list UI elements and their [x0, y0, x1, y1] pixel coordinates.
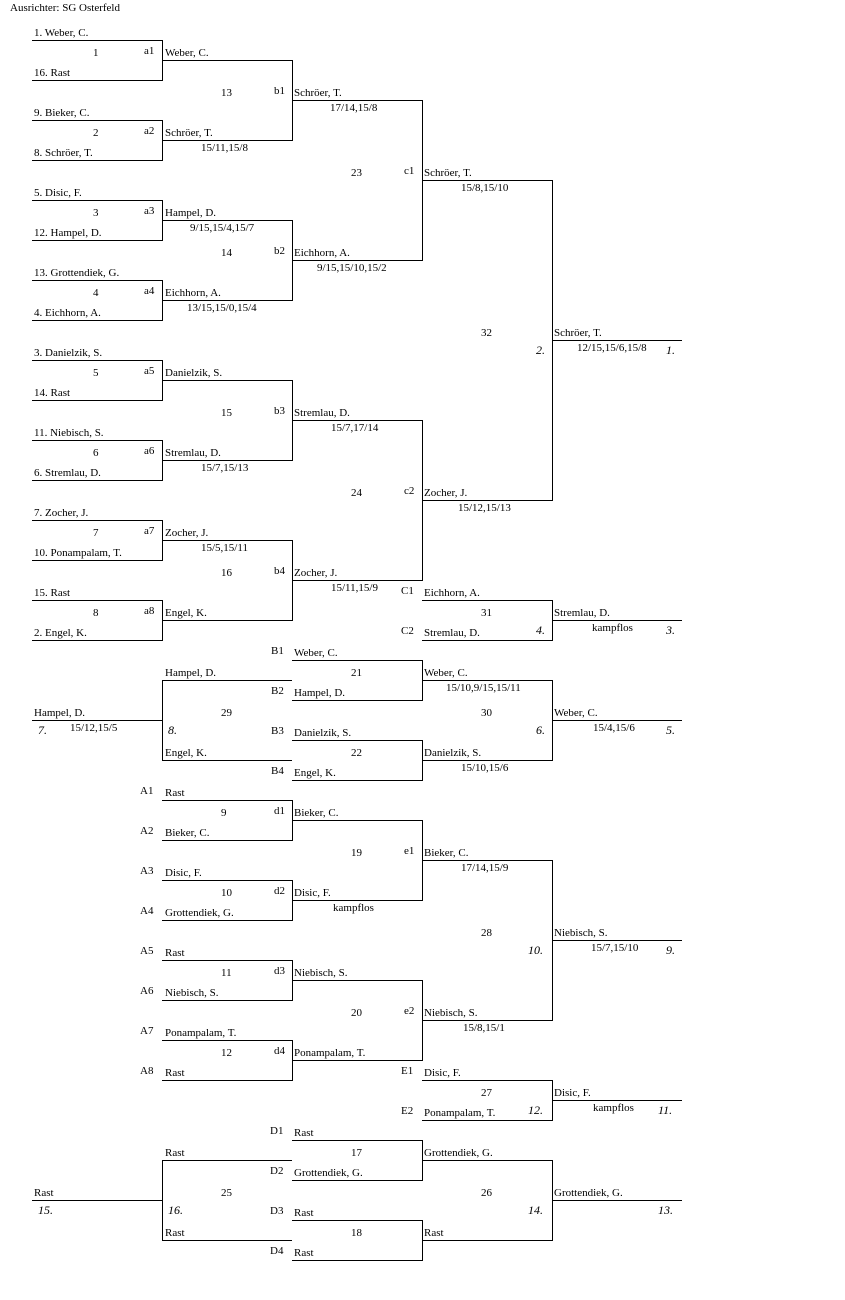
- bracket-connector: [552, 860, 553, 1021]
- bracket-label: c1: [404, 165, 415, 177]
- bracket-label: b3: [274, 405, 285, 417]
- bracket-label: Grottendiek, G.: [294, 1167, 363, 1179]
- bracket-connector: [422, 820, 423, 901]
- bracket-label: A7: [140, 1025, 154, 1037]
- bracket-line: [162, 460, 292, 461]
- bracket-label: 19: [351, 847, 362, 859]
- bracket-label: 12. Hampel, D.: [34, 227, 102, 239]
- bracket-label: 12: [221, 1047, 232, 1059]
- bracket-label: 9/15,15/4,15/7: [190, 222, 255, 234]
- bracket-label: Schröer, T.: [294, 87, 342, 99]
- bracket-label: 1. Weber, C.: [34, 27, 89, 39]
- bracket-label: 16: [221, 567, 232, 579]
- bracket-line: [552, 720, 682, 721]
- bracket-label: Bieker, C.: [165, 827, 210, 839]
- bracket-label: Weber, C.: [294, 647, 338, 659]
- bracket-label: 17/14,15/9: [461, 862, 509, 874]
- bracket-line: [422, 500, 552, 501]
- bracket-label: 15/10,9/15,15/11: [446, 682, 521, 694]
- bracket-label: Eichhorn, A.: [165, 287, 221, 299]
- bracket-connector: [422, 420, 423, 581]
- bracket-label: 18: [351, 1227, 362, 1239]
- bracket-line: [552, 940, 682, 941]
- bracket-label: d2: [274, 885, 285, 897]
- organizer-title: Ausrichter: SG Osterfeld: [10, 2, 120, 14]
- bracket-label: Engel, K.: [294, 767, 336, 779]
- bracket-label: B2: [271, 685, 284, 697]
- bracket-line: [422, 1080, 552, 1081]
- bracket-label: a4: [144, 285, 155, 297]
- bracket-label: a6: [144, 445, 155, 457]
- bracket-label: 28: [481, 927, 492, 939]
- bracket-connector: [552, 600, 553, 641]
- bracket-line: [162, 960, 292, 961]
- bracket-label: 11: [221, 967, 232, 979]
- bracket-line: [32, 40, 162, 41]
- bracket-line: [422, 1160, 552, 1161]
- bracket-connector: [292, 380, 293, 461]
- bracket-label: D3: [270, 1205, 284, 1217]
- bracket-label: 22: [351, 747, 362, 759]
- bracket-line: [292, 100, 422, 101]
- bracket-line: [32, 80, 162, 81]
- bracket-label: 20: [351, 1007, 362, 1019]
- bracket-label: a2: [144, 125, 155, 137]
- bracket-label: 15/11,15/9: [331, 582, 378, 594]
- placement-label: 14.: [528, 1203, 543, 1217]
- bracket-label: Zocher, J.: [165, 527, 209, 539]
- bracket-label: 9/15,15/10,15/2: [317, 262, 387, 274]
- bracket-connector: [422, 660, 423, 701]
- bracket-label: B1: [271, 645, 284, 657]
- bracket-label: 15/7,17/14: [331, 422, 379, 434]
- bracket-line: [422, 680, 552, 681]
- bracket-label: 2: [93, 127, 99, 139]
- bracket-label: Schröer, T.: [165, 127, 213, 139]
- bracket-label: 32: [481, 327, 492, 339]
- bracket-label: d3: [274, 965, 285, 977]
- bracket-connector: [162, 440, 163, 481]
- bracket-label: kampflos: [592, 622, 633, 634]
- bracket-label: 3. Danielzik, S.: [34, 347, 103, 359]
- bracket-line: [162, 1160, 292, 1161]
- bracket-line: [552, 1200, 682, 1201]
- bracket-connector: [552, 1080, 553, 1121]
- bracket-label: Stremlau, D.: [165, 447, 221, 459]
- bracket-label: a5: [144, 365, 155, 377]
- bracket-label: 17: [351, 1147, 362, 1159]
- bracket-connector: [292, 1040, 293, 1081]
- bracket-line: [162, 760, 292, 761]
- bracket-line: [552, 620, 682, 621]
- bracket-line: [422, 860, 552, 861]
- bracket-label: d1: [274, 805, 285, 817]
- bracket-label: Hampel, D.: [165, 207, 217, 219]
- bracket-connector: [162, 40, 163, 81]
- bracket-label: A5: [140, 945, 154, 957]
- bracket-label: 23: [351, 167, 362, 179]
- bracket-line: [292, 820, 422, 821]
- bracket-label: e2: [404, 1005, 415, 1017]
- bracket-line: [292, 420, 422, 421]
- bracket-label: 15/11,15/8: [201, 142, 248, 154]
- bracket-line: [162, 140, 292, 141]
- bracket-line: [162, 300, 292, 301]
- bracket-label: a3: [144, 205, 155, 217]
- placement-label: 6.: [536, 723, 545, 737]
- bracket-line: [422, 600, 552, 601]
- bracket-line: [422, 640, 552, 641]
- bracket-connector: [162, 520, 163, 561]
- bracket-connector: [552, 1160, 553, 1241]
- bracket-label: d4: [274, 1045, 285, 1057]
- placement-label: 16.: [168, 1203, 183, 1217]
- bracket-label: 8: [93, 607, 99, 619]
- bracket-label: Weber, C.: [165, 47, 209, 59]
- bracket-label: Eichhorn, A.: [424, 587, 480, 599]
- bracket-label: Zocher, J.: [424, 487, 468, 499]
- bracket-label: 8. Schröer, T.: [34, 147, 93, 159]
- bracket-line: [162, 1000, 292, 1001]
- bracket-line: [422, 760, 552, 761]
- bracket-label: Weber, C.: [424, 667, 468, 679]
- bracket-connector: [292, 220, 293, 301]
- bracket-label: 15. Rast: [34, 587, 71, 599]
- bracket-label: 7: [93, 527, 99, 539]
- bracket-label: 31: [481, 607, 492, 619]
- bracket-label: A6: [140, 985, 154, 997]
- bracket-label: 26: [481, 1187, 492, 1199]
- placement-label: 1.: [666, 343, 675, 357]
- bracket-label: 15/5,15/11: [201, 542, 248, 554]
- bracket-connector: [162, 120, 163, 161]
- bracket-line: [162, 880, 292, 881]
- bracket-label: A1: [140, 785, 154, 797]
- bracket-line: [162, 680, 292, 681]
- bracket-label: a8: [144, 605, 155, 617]
- bracket-line: [32, 600, 162, 601]
- bracket-label: Danielzik, S.: [424, 747, 482, 759]
- bracket-label: c2: [404, 485, 415, 497]
- bracket-label: A4: [140, 905, 154, 917]
- placement-label: 9.: [666, 943, 675, 957]
- placement-label: 7.: [38, 723, 47, 737]
- bracket-label: b2: [274, 245, 285, 257]
- bracket-connector: [552, 680, 553, 761]
- bracket-line: [162, 1240, 292, 1241]
- bracket-line: [32, 520, 162, 521]
- bracket-label: E2: [401, 1105, 414, 1117]
- bracket-label: A8: [140, 1065, 154, 1077]
- bracket-line: [292, 580, 422, 581]
- bracket-label: Rast: [165, 1227, 185, 1239]
- placement-label: 3.: [666, 623, 675, 637]
- bracket-connector: [422, 740, 423, 781]
- bracket-label: Danielzik, S.: [165, 367, 223, 379]
- bracket-label: 10: [221, 887, 232, 899]
- placement-label: 11.: [658, 1103, 673, 1117]
- placement-label: 2.: [536, 343, 545, 357]
- bracket-line: [422, 1120, 552, 1121]
- bracket-label: 10. Ponampalam, T.: [34, 547, 122, 559]
- bracket-label: Ponampalam, T.: [165, 1027, 237, 1039]
- bracket-connector: [162, 600, 163, 641]
- bracket-line: [32, 400, 162, 401]
- bracket-connector: [422, 100, 423, 261]
- bracket-label: a1: [144, 45, 155, 57]
- bracket-line: [162, 920, 292, 921]
- bracket-line: [32, 480, 162, 481]
- bracket-label: Grottendiek, G.: [554, 1187, 623, 1199]
- bracket-label: 27: [481, 1087, 492, 1099]
- bracket-line: [292, 740, 422, 741]
- placement-label: 4.: [536, 623, 545, 637]
- bracket-label: Eichhorn, A.: [294, 247, 350, 259]
- placement-label: 15.: [38, 1203, 53, 1217]
- bracket-label: Niebisch, S.: [554, 927, 608, 939]
- placement-label: 10.: [528, 943, 543, 957]
- bracket-line: [32, 360, 162, 361]
- bracket-line: [32, 560, 162, 561]
- bracket-label: 1: [93, 47, 99, 59]
- bracket-line: [292, 980, 422, 981]
- bracket-line: [422, 1020, 552, 1021]
- bracket-label: 7. Zocher, J.: [34, 507, 89, 519]
- bracket-line: [292, 1060, 422, 1061]
- placement-label: 8.: [168, 723, 177, 737]
- bracket-connector: [162, 360, 163, 401]
- bracket-line: [32, 280, 162, 281]
- bracket-label: 6: [93, 447, 99, 459]
- bracket-label: e1: [404, 845, 415, 857]
- bracket-label: Ponampalam, T.: [424, 1107, 496, 1119]
- bracket-label: Stremlau, D.: [294, 407, 350, 419]
- bracket-label: Hampel, D.: [165, 667, 217, 679]
- bracket-label: A3: [140, 865, 154, 877]
- bracket-line: [292, 900, 422, 901]
- bracket-connector: [162, 280, 163, 321]
- bracket-label: b1: [274, 85, 285, 97]
- bracket-label: Danielzik, S.: [294, 727, 352, 739]
- bracket-line: [162, 540, 292, 541]
- bracket-line: [32, 240, 162, 241]
- bracket-line: [162, 800, 292, 801]
- bracket-label: Engel, K.: [165, 607, 207, 619]
- bracket-label: D4: [270, 1245, 284, 1257]
- bracket-connector: [162, 1160, 163, 1241]
- bracket-label: 15/7,15/13: [201, 462, 249, 474]
- bracket-line: [292, 1220, 422, 1221]
- bracket-line: [32, 640, 162, 641]
- bracket-label: 14. Rast: [34, 387, 71, 399]
- bracket-connector: [162, 680, 163, 761]
- bracket-label: Stremlau, D.: [554, 607, 610, 619]
- bracket-line: [162, 220, 292, 221]
- bracket-label: Stremlau, D.: [424, 627, 480, 639]
- bracket-label: C1: [401, 585, 414, 597]
- bracket-label: B4: [271, 765, 284, 777]
- bracket-label: Rast: [294, 1127, 314, 1139]
- bracket-line: [292, 1140, 422, 1141]
- bracket-label: kampflos: [593, 1102, 634, 1114]
- bracket-label: Niebisch, S.: [165, 987, 219, 999]
- bracket-label: 9: [221, 807, 227, 819]
- placement-label: 12.: [528, 1103, 543, 1117]
- bracket-label: Rast: [294, 1247, 314, 1259]
- bracket-label: Hampel, D.: [34, 707, 86, 719]
- bracket-label: 14: [221, 247, 232, 259]
- bracket-connector: [292, 880, 293, 921]
- bracket-line: [162, 1080, 292, 1081]
- bracket-label: 16. Rast: [34, 67, 71, 79]
- bracket-line: [162, 620, 292, 621]
- bracket-label: 11. Niebisch, S.: [34, 427, 104, 439]
- bracket-connector: [422, 980, 423, 1061]
- bracket-label: 13: [221, 87, 232, 99]
- bracket-label: Engel, K.: [165, 747, 207, 759]
- bracket-label: Niebisch, S.: [294, 967, 348, 979]
- bracket-connector: [422, 1140, 423, 1181]
- bracket-label: 12/15,15/6,15/8: [577, 342, 647, 354]
- bracket-label: Weber, C.: [554, 707, 598, 719]
- bracket-label: 5: [93, 367, 99, 379]
- bracket-label: Grottendiek, G.: [424, 1147, 493, 1159]
- bracket-label: 15/12,15/5: [70, 722, 118, 734]
- bracket-label: 21: [351, 667, 362, 679]
- bracket-connector: [422, 1220, 423, 1261]
- bracket-line: [552, 340, 682, 341]
- bracket-label: Zocher, J.: [294, 567, 338, 579]
- bracket-label: 25: [221, 1187, 232, 1199]
- bracket-line: [292, 780, 422, 781]
- bracket-label: E1: [401, 1065, 414, 1077]
- bracket-label: Rast: [165, 1147, 185, 1159]
- bracket-line: [422, 180, 552, 181]
- bracket-label: Grottendiek, G.: [165, 907, 234, 919]
- bracket-line: [32, 1200, 162, 1201]
- bracket-label: 15/12,15/13: [458, 502, 511, 514]
- bracket-label: 9. Bieker, C.: [34, 107, 90, 119]
- bracket-label: 5. Disic, F.: [34, 187, 82, 199]
- bracket-connector: [292, 960, 293, 1001]
- bracket-line: [292, 1260, 422, 1261]
- bracket-connector: [162, 200, 163, 241]
- bracket-line: [32, 720, 162, 721]
- bracket-label: A2: [140, 825, 154, 837]
- bracket-label: Rast: [34, 1187, 54, 1199]
- bracket-label: 17/14,15/8: [330, 102, 378, 114]
- bracket-label: Ponampalam, T.: [294, 1047, 366, 1059]
- bracket-label: 13. Grottendiek, G.: [34, 267, 120, 279]
- bracket-label: Rast: [165, 947, 185, 959]
- bracket-label: 29: [221, 707, 232, 719]
- bracket-line: [32, 440, 162, 441]
- bracket-label: Disic, F.: [165, 867, 202, 879]
- bracket-label: Rast: [424, 1227, 444, 1239]
- bracket-label: 6. Stremlau, D.: [34, 467, 101, 479]
- bracket-label: Bieker, C.: [424, 847, 469, 859]
- bracket-label: 4: [93, 287, 99, 299]
- bracket-label: Hampel, D.: [294, 687, 346, 699]
- bracket-line: [552, 1100, 682, 1101]
- bracket-line: [32, 120, 162, 121]
- bracket-label: 30: [481, 707, 492, 719]
- bracket-label: Rast: [294, 1207, 314, 1219]
- bracket-label: Disic, F.: [294, 887, 331, 899]
- bracket-connector: [292, 60, 293, 141]
- bracket-label: 24: [351, 487, 362, 499]
- bracket-label: Schröer, T.: [424, 167, 472, 179]
- bracket-label: 15: [221, 407, 232, 419]
- bracket-label: Niebisch, S.: [424, 1007, 478, 1019]
- bracket-line: [292, 260, 422, 261]
- bracket-label: 15/10,15/6: [461, 762, 509, 774]
- bracket-line: [162, 1040, 292, 1041]
- bracket-label: 3: [93, 207, 99, 219]
- bracket-label: Disic, F.: [554, 1087, 591, 1099]
- bracket-label: kampflos: [333, 902, 374, 914]
- bracket-label: Rast: [165, 1067, 185, 1079]
- bracket-label: Schröer, T.: [554, 327, 602, 339]
- bracket-line: [292, 700, 422, 701]
- bracket-line: [162, 60, 292, 61]
- bracket-line: [292, 660, 422, 661]
- bracket-label: Bieker, C.: [294, 807, 339, 819]
- bracket-label: 2. Engel, K.: [34, 627, 87, 639]
- bracket-label: 4. Eichhorn, A.: [34, 307, 101, 319]
- bracket-label: 15/4,15/6: [593, 722, 635, 734]
- bracket-label: Rast: [165, 787, 185, 799]
- bracket-line: [32, 200, 162, 201]
- bracket-line: [292, 1180, 422, 1181]
- bracket-label: B3: [271, 725, 284, 737]
- bracket-label: a7: [144, 525, 155, 537]
- bracket-line: [422, 1240, 552, 1241]
- bracket-label: b4: [274, 565, 285, 577]
- bracket-label: Disic, F.: [424, 1067, 461, 1079]
- bracket-connector: [552, 180, 553, 501]
- bracket-label: D2: [270, 1165, 284, 1177]
- bracket-label: 15/8,15/1: [463, 1022, 505, 1034]
- bracket-line: [32, 320, 162, 321]
- bracket-line: [162, 380, 292, 381]
- bracket-label: 13/15,15/0,15/4: [187, 302, 257, 314]
- bracket-label: 15/7,15/10: [591, 942, 639, 954]
- bracket-label: 15/8,15/10: [461, 182, 509, 194]
- bracket-connector: [292, 540, 293, 621]
- bracket-connector: [292, 800, 293, 841]
- placement-label: 5.: [666, 723, 675, 737]
- bracket-label: C2: [401, 625, 414, 637]
- placement-label: 13.: [658, 1203, 673, 1217]
- bracket-line: [162, 840, 292, 841]
- bracket-label: D1: [270, 1125, 284, 1137]
- bracket-line: [32, 160, 162, 161]
